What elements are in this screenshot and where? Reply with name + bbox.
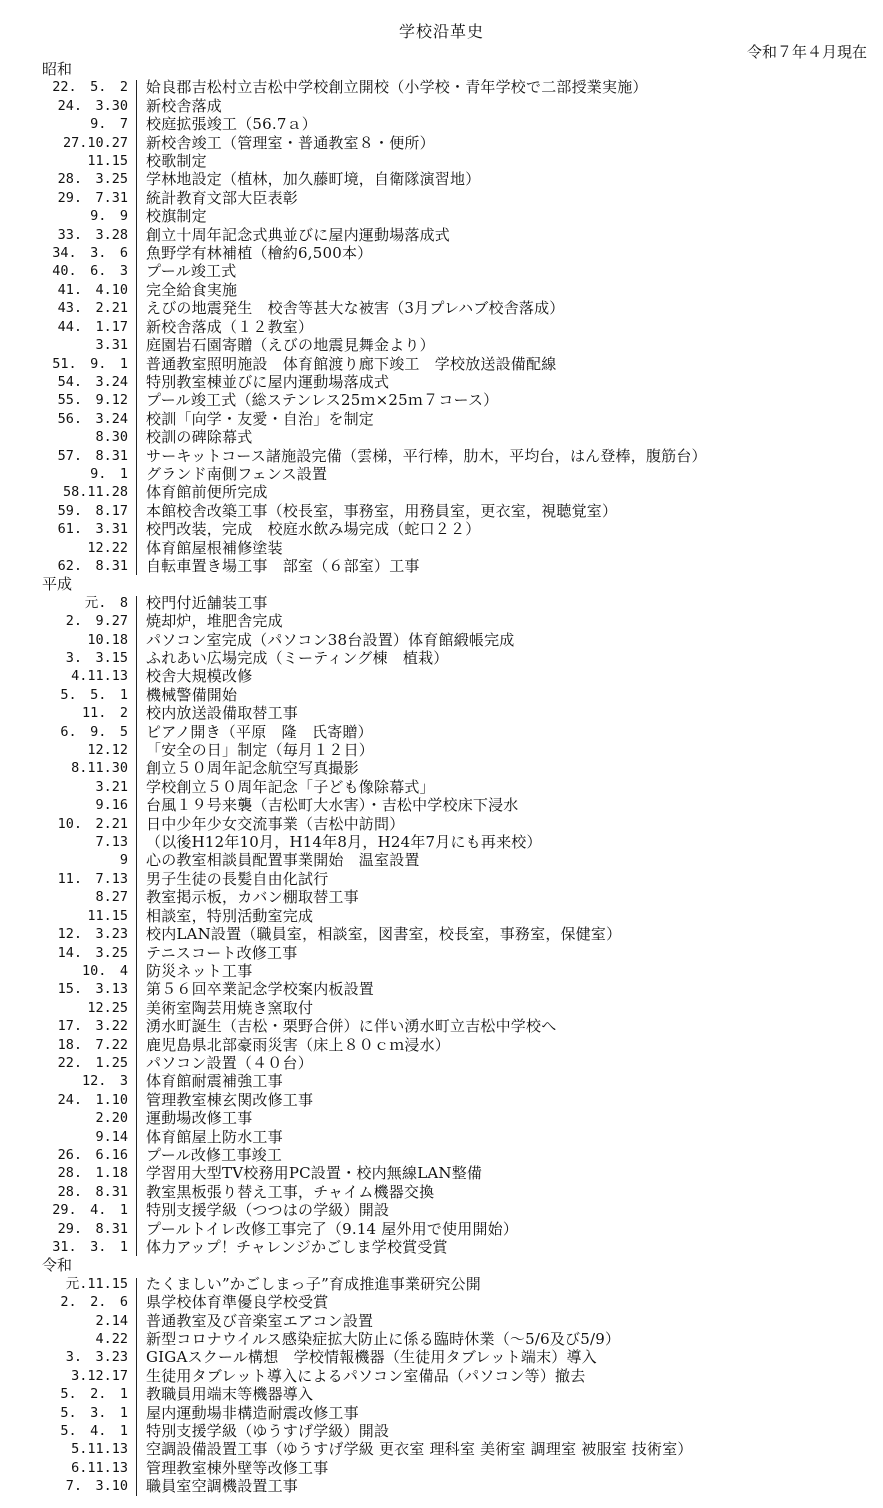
- entry-description: グランド南側フェンス設置: [146, 464, 328, 483]
- history-row: [0, 1312, 883, 1330]
- entry-date: 10. 2.21: [57, 815, 128, 832]
- entry-description: 校訓「向学・友愛・自治」を制定: [146, 409, 375, 428]
- entry-date: 56. 3.24: [57, 410, 128, 427]
- history-row: [0, 226, 883, 244]
- entry-description: 屋内運動場非構造耐震改修工事: [146, 1403, 359, 1422]
- entry-description: 焼却炉，堆肥舎完成: [146, 612, 283, 631]
- entry-description: 日中少年少女交流事業（吉松中訪問）: [146, 814, 405, 833]
- entry-description: 庭園岩石園寄贈（えびの地震見舞金より）: [146, 336, 435, 355]
- entry-date: 40. 6. 3: [52, 263, 128, 280]
- history-row: [0, 870, 883, 888]
- history-row: [0, 815, 883, 833]
- entry-description: 創立十周年記念式典並びに屋内運動場落成式: [146, 225, 451, 244]
- entry-date: 9. 9: [90, 208, 128, 225]
- history-row: [0, 391, 883, 409]
- entry-date: 41. 4.10: [57, 281, 128, 298]
- history-row: [0, 207, 883, 225]
- entry-date: 51. 9. 1: [52, 355, 128, 372]
- entry-description: 校門付近舗装工事: [146, 593, 268, 612]
- entry-date: 24. 1.10: [57, 1091, 128, 1108]
- history-row: [0, 944, 883, 962]
- era-heading: 昭和: [42, 60, 73, 78]
- entry-date: 24. 3.30: [57, 97, 128, 114]
- history-row: [0, 999, 883, 1017]
- history-row: [0, 557, 883, 575]
- history-row: [0, 1238, 883, 1256]
- entry-date: 5. 2. 1: [60, 1386, 128, 1403]
- history-row: [0, 980, 883, 998]
- entry-date: 15. 3.13: [57, 981, 128, 998]
- history-row: [0, 483, 883, 501]
- entry-date: 4.11.13: [71, 668, 128, 685]
- entry-date: 5. 4. 1: [60, 1423, 128, 1440]
- entry-date: 7.13: [95, 834, 128, 851]
- entry-date: 2. 9.27: [65, 613, 128, 630]
- history-row: [0, 1275, 883, 1293]
- history-row: [0, 1459, 883, 1477]
- entry-date: 55. 9.12: [57, 392, 128, 409]
- history-row: [0, 281, 883, 299]
- entry-description: 学林地設定（植林，加久藤町境，自衛隊演習地）: [146, 170, 481, 189]
- history-row: [0, 1128, 883, 1146]
- entry-description: 校門改装，完成 校庭水飲み場完成（蛇口２２）: [146, 520, 481, 539]
- history-row: [0, 925, 883, 943]
- entry-date: 22. 5. 2: [52, 79, 128, 96]
- history-row: [0, 1146, 883, 1164]
- history-row: [0, 152, 883, 170]
- entry-description: 特別支援学級（ゆうすげ学級）開設: [146, 1422, 390, 1441]
- entry-date: 8.30: [95, 429, 128, 446]
- entry-date: 5. 5. 1: [60, 686, 128, 703]
- entry-description: 新型コロナウイルス感染症拡大防止に係る臨時休業（～5/6及び5/9）: [146, 1330, 621, 1349]
- entry-date: 18. 7.22: [57, 1036, 128, 1053]
- history-row: [0, 78, 883, 96]
- history-row: [0, 428, 883, 446]
- entry-description: GIGAスクール構想 学校情報機器（生徒用タブレット端末）導入: [146, 1348, 597, 1367]
- divider-line: [136, 596, 137, 1256]
- history-row: [0, 1220, 883, 1238]
- entry-description: 機械警備開始: [146, 685, 238, 704]
- era-heading: 令和: [42, 1256, 73, 1275]
- entry-date: 31. 3. 1: [52, 1239, 128, 1255]
- entry-description: 管理教室棟外壁等改修工事: [146, 1458, 329, 1477]
- entry-description: パソコン設置（４０台）: [146, 1053, 313, 1072]
- entry-description: 空調設備設置工事（ゆうすげ学級 更衣室 理科室 美術室 調理室 被服室 技術室）: [146, 1440, 693, 1459]
- history-row: [0, 299, 883, 317]
- entry-date: 2. 2. 6: [60, 1294, 128, 1311]
- entry-date: 57. 8.31: [57, 447, 128, 464]
- entry-description: たくましい”かごしまっ子”育成推進事業研究公開: [146, 1274, 481, 1293]
- era-heading: 平成: [42, 575, 73, 594]
- entry-date: 4.22: [95, 1331, 128, 1348]
- entry-description: サーキットコース諸施設完備（雲梯，平行棒，肋木，平均台，はん登棒，腹筋台）: [146, 446, 707, 465]
- entry-date: 2.14: [95, 1312, 128, 1329]
- entry-description: 心の教室相談員配置事業開始 温室設置: [146, 851, 420, 870]
- entry-date: 29. 4. 1: [52, 1202, 128, 1219]
- entry-description: 体育館耐震補強工事: [146, 1072, 283, 1091]
- entry-date: 62. 8.31: [57, 557, 128, 574]
- entry-description: えびの地震発生 校舎等甚大な被害（3月プレハブ校舎落成）: [146, 299, 565, 318]
- history-row: [0, 539, 883, 557]
- entry-description: 完全給食実施: [146, 280, 238, 299]
- entry-description: 普通教室照明施設 体育館渡り廊下竣工 学校放送設備配線: [146, 354, 557, 373]
- entry-description: 本館校舎改築工事（校長室，事務室，用務員室，更衣室，視聴覚室）: [146, 501, 618, 520]
- history-row: [0, 318, 883, 336]
- history-row: [0, 1072, 883, 1090]
- entry-description: 第５６回卒業記念学校案内板設置: [146, 980, 375, 999]
- history-row: [0, 244, 883, 262]
- entry-date: 9: [119, 852, 128, 869]
- entry-description: プールトイレ改修工事完了（9.14 屋外用で使用開始）: [146, 1219, 519, 1238]
- history-row: [0, 1477, 883, 1495]
- history-row: [0, 1054, 883, 1072]
- entry-date: 7. 3.10: [65, 1478, 128, 1495]
- history-row: [0, 851, 883, 869]
- history-row: [0, 1422, 883, 1440]
- history-row: [0, 115, 883, 133]
- entry-description: パソコン室完成（パソコン38台設置）体育館緞帳完成: [146, 630, 515, 649]
- history-row: [0, 1404, 883, 1422]
- entry-description: 自転車置き場工事 部室（６部室）工事: [146, 556, 420, 575]
- entry-description: 体育館前便所完成: [146, 483, 268, 502]
- history-row: [0, 134, 883, 152]
- entry-date: 54. 3.24: [57, 373, 128, 390]
- history-row: [0, 189, 883, 207]
- history-row: [0, 502, 883, 520]
- history-row: [0, 962, 883, 980]
- entry-date: 8.11.30: [71, 760, 128, 777]
- entry-date: 3. 3.15: [65, 650, 128, 666]
- history-row: [0, 1036, 883, 1054]
- entry-date: 43. 2.21: [57, 300, 128, 317]
- entry-description: 台風１９号来襲（吉松町大水害）・吉松中学校床下浸水: [146, 796, 519, 815]
- entry-description: 魚野学有林補植（檜約6,500本）: [146, 244, 373, 263]
- history-row: [0, 1385, 883, 1403]
- entry-description: 「安全の日」制定（毎月１２日）: [146, 741, 375, 760]
- entry-description: 姶良郡吉松村立吉松中学校創立開校（小学校・青年学校で二部授業実施）: [146, 78, 648, 97]
- entry-description: （以後H12年10月，H14年8月，H24年7月にも再来校）: [146, 833, 542, 852]
- history-row: [0, 1091, 883, 1109]
- entry-description: 統計教育文部大臣表彰: [146, 188, 299, 207]
- history-row: [0, 1183, 883, 1201]
- entry-description: 校舎大規模改修: [146, 667, 253, 686]
- entry-date: 8.27: [95, 889, 128, 906]
- entry-description: 創立５０周年記念航空写真撮影: [146, 759, 359, 778]
- history-row: [0, 373, 883, 391]
- entry-date: 12.25: [87, 999, 128, 1016]
- entry-date: 11.15: [87, 907, 128, 924]
- entry-description: 生徒用タブレット導入によるパソコン室備品（パソコン等）撤去: [146, 1366, 586, 1385]
- history-row: [0, 447, 883, 465]
- entry-date: 11.15: [87, 153, 128, 170]
- entry-date: 28. 1.18: [57, 1165, 128, 1182]
- entry-date: 33. 3.28: [57, 226, 128, 243]
- history-row: [0, 667, 883, 685]
- history-row: [0, 704, 883, 722]
- entry-description: 新校舎落成: [146, 96, 223, 115]
- page-title: 学校沿革史: [398, 22, 484, 41]
- history-row: [0, 778, 883, 796]
- entry-description: プール竣工式: [146, 262, 237, 281]
- entry-date: 29. 8.31: [57, 1220, 128, 1237]
- entry-date: 12.22: [87, 539, 128, 556]
- entry-description: 男子生徒の長髪自由化試行: [146, 869, 329, 888]
- entry-date: 11. 2: [81, 705, 128, 722]
- entry-description: 校庭拡張竣工（56.7ａ）: [146, 115, 317, 134]
- history-row: [0, 410, 883, 428]
- entry-description: 普通教室及び音楽室エアコン設置: [146, 1311, 374, 1330]
- history-row: [0, 833, 883, 851]
- entry-description: プール改修工事竣工: [146, 1145, 283, 1164]
- history-row: [0, 97, 883, 115]
- entry-date: 26. 6.16: [57, 1146, 128, 1163]
- entry-date: 59. 8.17: [57, 502, 128, 519]
- entry-description: 美術室陶芸用焼き窯取付: [146, 998, 314, 1017]
- entry-description: 職員室空調機設置工事: [146, 1477, 299, 1496]
- entry-description: 体育館屋根補修塗装: [146, 538, 283, 557]
- history-row: [0, 1293, 883, 1311]
- history-row: [0, 465, 883, 483]
- divider-line: [136, 80, 137, 574]
- entry-description: 相談室，特別活動室完成: [146, 906, 314, 925]
- entry-date: 3. 3.23: [65, 1349, 128, 1366]
- history-row: [0, 686, 883, 704]
- entry-date: 28. 3.25: [57, 171, 128, 188]
- entry-date: 元. 8: [84, 594, 128, 611]
- entry-date: 14. 3.25: [57, 944, 128, 961]
- entry-date: 27.10.27: [62, 134, 128, 151]
- history-row: [0, 907, 883, 925]
- entry-date: 3.31: [95, 337, 128, 354]
- history-row: [0, 1017, 883, 1035]
- entry-description: 体育館屋上防水工事: [146, 1127, 283, 1146]
- entry-description: 校歌制定: [146, 152, 207, 171]
- entry-date: 5.11.13: [71, 1441, 128, 1458]
- entry-description: 教室黒板張り替え工事，チャイム機器交換: [146, 1182, 435, 1201]
- history-row: [0, 1440, 883, 1458]
- entry-description: 特別教室棟並びに屋内運動場落成式: [146, 372, 390, 391]
- entry-date: 34. 3. 6: [52, 245, 128, 262]
- history-row: [0, 1201, 883, 1219]
- history-row: [0, 649, 883, 667]
- entry-description: 教室掲示板，カバン棚取替工事: [146, 888, 359, 907]
- entry-date: 29. 7.31: [57, 189, 128, 206]
- entry-date: 5. 3. 1: [60, 1404, 128, 1421]
- entry-description: 運動場改修工事: [146, 1109, 253, 1128]
- entry-description: 防災ネット工事: [146, 961, 253, 980]
- entry-date: 2.20: [95, 1110, 128, 1127]
- entry-description: 校内LAN設置（職員室，相談室，図書室，校長室，事務室，保健室）: [146, 925, 622, 944]
- entry-date: 17. 3.22: [57, 1018, 128, 1035]
- entry-date: 11. 7.13: [57, 870, 128, 887]
- entry-date: 3.12.17: [71, 1367, 128, 1384]
- entry-description: 県学校体育準優良学校受賞: [146, 1293, 329, 1312]
- entry-date: 9.16: [95, 797, 128, 814]
- entry-date: 9. 7: [90, 116, 128, 133]
- history-row: [0, 262, 883, 280]
- history-row: [0, 170, 883, 188]
- entry-date: 61. 3.31: [57, 521, 128, 538]
- entry-description: 特別支援学級（つつはの学級）開設: [146, 1201, 390, 1220]
- history-row: [0, 1348, 883, 1366]
- entry-description: 新校舎落成（１２教室）: [146, 317, 314, 336]
- divider-line: [136, 1278, 137, 1496]
- entry-description: ピアノ開き（平原 隆 氏寄贈）: [146, 722, 373, 741]
- history-row: [0, 1164, 883, 1182]
- entry-description: 学校創立５０周年記念「子ども像除幕式」: [146, 777, 435, 796]
- entry-date: 28. 8.31: [57, 1183, 128, 1200]
- entry-description: 体力アップ！チャレンジかごしま学校賞受賞: [146, 1238, 448, 1256]
- entry-date: 9. 1: [90, 465, 128, 482]
- entry-description: 校訓の碑除幕式: [146, 428, 253, 447]
- entry-date: 3.21: [95, 778, 128, 795]
- history-row: [0, 741, 883, 759]
- entry-description: 教職員用端末等機器導入: [146, 1385, 314, 1404]
- history-row: [0, 888, 883, 906]
- entry-date: 6.11.13: [71, 1459, 128, 1476]
- entry-description: ふれあい広場完成（ミーティング棟 植栽）: [146, 649, 449, 667]
- history-row: [0, 520, 883, 538]
- entry-date: 6. 9. 5: [60, 723, 128, 740]
- entry-description: 校内放送設備取替工事: [146, 704, 299, 723]
- history-row: [0, 336, 883, 354]
- entry-date: 44. 1.17: [57, 318, 128, 335]
- entry-description: 新校舎竣工（管理室・普通教室８・便所）: [146, 133, 435, 152]
- entry-description: 鹿児島県北部豪雨災害（床上８０ｃｍ浸水）: [146, 1035, 451, 1054]
- entry-date: 58.11.28: [62, 484, 128, 501]
- entry-description: 校旗制定: [146, 207, 207, 226]
- entry-description: 管理教室棟玄関改修工事: [146, 1090, 314, 1109]
- history-row: [0, 759, 883, 777]
- entry-date: 12.12: [87, 742, 128, 759]
- entry-date: 元.11.15: [65, 1275, 128, 1292]
- history-row: [0, 1367, 883, 1385]
- history-row: [0, 631, 883, 649]
- entry-description: プール竣工式（総ステンレス25ｍ×25ｍ７コース）: [146, 391, 499, 410]
- entry-date: 12. 3.23: [57, 926, 128, 943]
- entry-date: 10. 4: [81, 962, 128, 979]
- history-row: [0, 796, 883, 814]
- history-table: [0, 60, 883, 1496]
- entry-description: 湧水町誕生（吉松・栗野合併）に伴い湧水町立吉松中学校へ: [146, 1017, 557, 1036]
- history-row: [0, 612, 883, 630]
- history-row: [0, 355, 883, 373]
- history-row: [0, 1330, 883, 1348]
- history-row: [0, 594, 883, 612]
- entry-description: 学習用大型TV校務用PC設置・校内無線LAN整備: [146, 1164, 483, 1183]
- entry-date: 9.14: [95, 1128, 128, 1145]
- entry-date: 12. 3: [81, 1073, 128, 1090]
- history-row: [0, 1109, 883, 1127]
- history-row: [0, 723, 883, 741]
- entry-description: テニスコート改修工事: [146, 943, 298, 962]
- as-of-date: 令和７年４月現在: [746, 43, 867, 61]
- entry-date: 10.18: [87, 631, 128, 648]
- entry-date: 22. 1.25: [57, 1054, 128, 1071]
